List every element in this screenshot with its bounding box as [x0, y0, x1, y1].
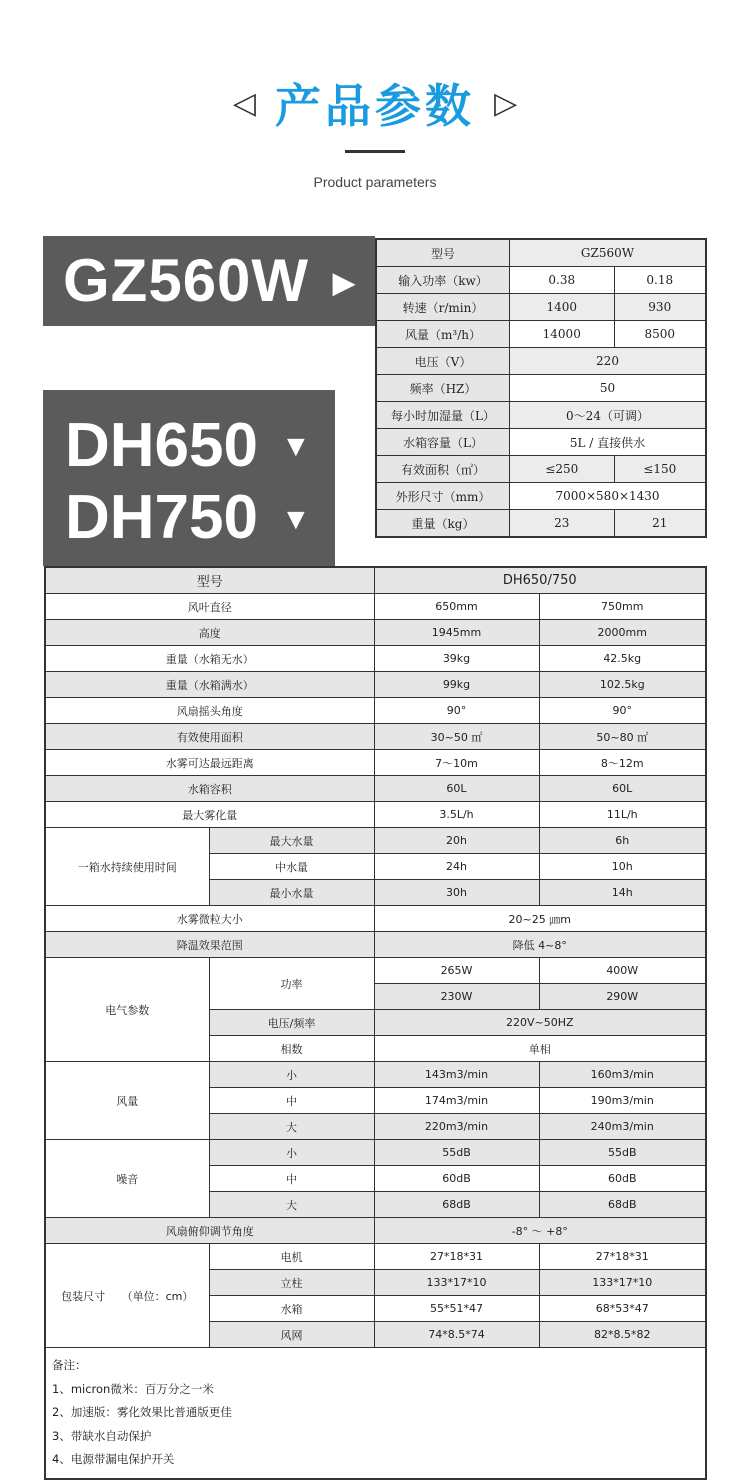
spec-group-label: 包装尺寸 （单位：cm）	[45, 1244, 209, 1348]
spec-value-cell: 21	[614, 510, 706, 538]
table-row	[45, 828, 706, 854]
spec-value-cell: 400W	[539, 958, 706, 984]
spec-value-cell: 1400	[510, 294, 615, 321]
spec-value-cell: DH650/750	[374, 567, 706, 594]
spec-value-cell: 99kg	[374, 672, 539, 698]
spec-value-cell: 单相	[374, 1036, 706, 1062]
down-arrow-icon: ▼	[281, 503, 311, 536]
spec-value-cell: 68*53*47	[539, 1296, 706, 1322]
spec-value-cell: 90°	[539, 698, 706, 724]
spec-label-cell: 电压（V）	[376, 348, 510, 375]
notes-cell	[45, 1348, 706, 1479]
table-row	[376, 294, 706, 321]
spec-value-cell: 0～24（可调）	[510, 402, 707, 429]
spec-value-cell: 24h	[374, 854, 539, 880]
spec-label-cell: 降温效果范围	[45, 932, 374, 958]
spec-value-cell: 55dB	[374, 1140, 539, 1166]
spec-value-cell: 50~80 ㎡	[539, 724, 706, 750]
spec-value-cell: 240m3/min	[539, 1114, 706, 1140]
spec-value-cell: 8500	[614, 321, 706, 348]
table-row	[45, 620, 706, 646]
spec-value-cell: GZ560W	[510, 239, 707, 267]
table-row	[376, 510, 706, 538]
spec-value-cell: 60dB	[374, 1166, 539, 1192]
spec-value-cell: 750mm	[539, 594, 706, 620]
spec-value-cell: 74*8.5*74	[374, 1322, 539, 1348]
spec-sublabel-cell: 最大水量	[209, 828, 374, 854]
table-row	[376, 483, 706, 510]
down-arrow-icon: ▼	[281, 430, 311, 463]
spec-sublabel-cell: 中水量	[209, 854, 374, 880]
spec-sublabel-cell: 水箱	[209, 1296, 374, 1322]
spec-value-cell: 20h	[374, 828, 539, 854]
spec-sublabel-cell: 中	[209, 1088, 374, 1114]
note-item: 3、带缺水自动保护	[52, 1428, 152, 1443]
spec-value-cell: 160m3/min	[539, 1062, 706, 1088]
spec-value-cell: 55dB	[539, 1140, 706, 1166]
spec-label-cell: 水箱容量（L）	[376, 429, 510, 456]
table-row	[45, 932, 706, 958]
spec-value-cell: 降低 4~8°	[374, 932, 706, 958]
table-row	[45, 1244, 706, 1270]
spec-value-cell: 220V~50HZ	[374, 1010, 706, 1036]
spec-label-cell: 水雾微粒大小	[45, 906, 374, 932]
spec-value-cell: 290W	[539, 984, 706, 1010]
spec-group-label: 噪音	[45, 1140, 209, 1218]
spec-value-cell: 20~25 ㎛m	[374, 906, 706, 932]
table-row	[45, 958, 706, 984]
spec-label-cell: 有效使用面积	[45, 724, 374, 750]
spec-value-cell: 2000mm	[539, 620, 706, 646]
dh-model-badge	[43, 390, 335, 566]
spec-label-cell: 重量（水箱无水）	[45, 646, 374, 672]
spec-value-cell: 220m3/min	[374, 1114, 539, 1140]
spec-value-cell: 6h	[539, 828, 706, 854]
spec-group-label: 一箱水持续使用时间	[45, 828, 209, 906]
table-row	[45, 567, 706, 594]
table-row	[45, 1062, 706, 1088]
spec-value-cell: 60dB	[539, 1166, 706, 1192]
table-row	[45, 1140, 706, 1166]
section-header	[0, 70, 750, 190]
title-underline	[345, 150, 405, 153]
spec-value-cell: 930	[614, 294, 706, 321]
spec-value-cell: 27*18*31	[374, 1244, 539, 1270]
spec-value-cell: 10h	[539, 854, 706, 880]
spec-sublabel-cell: 功率	[209, 958, 374, 1010]
dh650-model-name: DH650	[65, 411, 258, 480]
notes-heading: 备注：	[52, 1358, 87, 1372]
spec-label-cell: 风量（m³/h）	[376, 321, 510, 348]
spec-value-cell: 133*17*10	[539, 1270, 706, 1296]
spec-value-cell: -8° ～ +8°	[374, 1218, 706, 1244]
spec-group-label: 风量	[45, 1062, 209, 1140]
gz-model-badge	[43, 236, 375, 326]
spec-value-cell: 7000×580×1430	[510, 483, 707, 510]
spec-sublabel-cell: 相数	[209, 1036, 374, 1062]
spec-label-cell: 有效面积（㎡）	[376, 456, 510, 483]
table-row	[45, 594, 706, 620]
table-row	[45, 776, 706, 802]
table-row	[376, 375, 706, 402]
spec-label-cell: 重量（水箱满水）	[45, 672, 374, 698]
spec-sublabel-cell: 大	[209, 1114, 374, 1140]
spec-label-cell: 水箱容积	[45, 776, 374, 802]
spec-value-cell: 3.5L/h	[374, 802, 539, 828]
spec-group-label: 电气参数	[45, 958, 209, 1062]
spec-label-cell: 型号	[376, 239, 510, 267]
table-row	[45, 724, 706, 750]
table-row	[376, 267, 706, 294]
spec-value-cell: 27*18*31	[539, 1244, 706, 1270]
spec-label-cell: 风扇俯仰调节角度	[45, 1218, 374, 1244]
spec-value-cell: 133*17*10	[374, 1270, 539, 1296]
spec-value-cell: 650mm	[374, 594, 539, 620]
page-subtitle: Product parameters	[313, 174, 437, 190]
spec-value-cell: 30h	[374, 880, 539, 906]
table-row	[45, 802, 706, 828]
spec-value-cell: 39kg	[374, 646, 539, 672]
spec-value-cell: 143m3/min	[374, 1062, 539, 1088]
table-row	[45, 646, 706, 672]
left-arrow-icon: ◁	[232, 85, 256, 121]
table-row	[45, 750, 706, 776]
spec-value-cell: 190m3/min	[539, 1088, 706, 1114]
spec-value-cell: 265W	[374, 958, 539, 984]
table-row	[376, 348, 706, 375]
page-title: 产品参数	[275, 79, 475, 133]
spec-label-cell: 型号	[45, 567, 374, 594]
spec-sublabel-cell: 小	[209, 1140, 374, 1166]
spec-value-cell: ≤250	[510, 456, 615, 483]
spec-value-cell: 14h	[539, 880, 706, 906]
spec-sublabel-cell: 最小水量	[209, 880, 374, 906]
spec-value-cell: 220	[510, 348, 707, 375]
gz-model-name: GZ560W	[63, 247, 310, 314]
spec-value-cell: 42.5kg	[539, 646, 706, 672]
spec-value-cell: 102.5kg	[539, 672, 706, 698]
spec-label-cell: 最大雾化量	[45, 802, 374, 828]
dh-spec-table	[44, 566, 707, 1480]
spec-value-cell: 230W	[374, 984, 539, 1010]
table-row	[376, 321, 706, 348]
right-arrow-icon: ▷	[494, 85, 518, 121]
spec-value-cell: 68dB	[374, 1192, 539, 1218]
spec-value-cell: 60L	[374, 776, 539, 802]
spec-sublabel-cell: 电压/频率	[209, 1010, 374, 1036]
spec-label-cell: 每小时加湿量（L）	[376, 402, 510, 429]
table-row	[376, 239, 706, 267]
note-item: 4、电源带漏电保护开关	[52, 1452, 175, 1466]
spec-sublabel-cell: 大	[209, 1192, 374, 1218]
spec-value-cell: 0.38	[510, 267, 615, 294]
spec-value-cell: 0.18	[614, 267, 706, 294]
spec-label-cell: 频率（HZ）	[376, 375, 510, 402]
spec-value-cell: 23	[510, 510, 615, 538]
table-row	[376, 429, 706, 456]
dh750-model-name: DH750	[65, 483, 258, 552]
spec-value-cell: 174m3/min	[374, 1088, 539, 1114]
spec-value-cell: 5L / 直接供水	[510, 429, 707, 456]
table-row	[45, 906, 706, 932]
play-arrow-icon: ▶	[333, 267, 355, 298]
table-row	[45, 672, 706, 698]
spec-value-cell: 1945mm	[374, 620, 539, 646]
spec-label-cell: 转速（r/min）	[376, 294, 510, 321]
spec-label-cell: 风扇摇头角度	[45, 698, 374, 724]
spec-label-cell: 输入功率（kw）	[376, 267, 510, 294]
spec-value-cell: 68dB	[539, 1192, 706, 1218]
spec-value-cell: 8～12m	[539, 750, 706, 776]
spec-label-cell: 高度	[45, 620, 374, 646]
table-row	[45, 1218, 706, 1244]
table-row	[376, 402, 706, 429]
note-item: 1、micron微米：百万分之一米	[52, 1381, 214, 1396]
spec-label-cell: 外形尺寸（mm）	[376, 483, 510, 510]
spec-value-cell: 50	[510, 375, 707, 402]
spec-value-cell: 90°	[374, 698, 539, 724]
table-row	[376, 456, 706, 483]
spec-sublabel-cell: 小	[209, 1062, 374, 1088]
spec-value-cell: 55*51*47	[374, 1296, 539, 1322]
gz-spec-table	[375, 238, 707, 538]
spec-value-cell: 30~50 ㎡	[374, 724, 539, 750]
spec-sublabel-cell: 电机	[209, 1244, 374, 1270]
table-row	[45, 1348, 706, 1479]
spec-value-cell: 14000	[510, 321, 615, 348]
spec-value-cell: 82*8.5*82	[539, 1322, 706, 1348]
spec-sublabel-cell: 立柱	[209, 1270, 374, 1296]
spec-sublabel-cell: 风网	[209, 1322, 374, 1348]
note-item: 2、加速版：雾化效果比普通版更佳	[52, 1405, 232, 1419]
spec-label-cell: 水雾可达最远距离	[45, 750, 374, 776]
spec-value-cell: 7～10m	[374, 750, 539, 776]
spec-value-cell: 60L	[539, 776, 706, 802]
spec-value-cell: ≤150	[614, 456, 706, 483]
table-row	[45, 698, 706, 724]
spec-label-cell: 风叶直径	[45, 594, 374, 620]
spec-value-cell: 11L/h	[539, 802, 706, 828]
spec-sublabel-cell: 中	[209, 1166, 374, 1192]
spec-label-cell: 重量（kg）	[376, 510, 510, 538]
